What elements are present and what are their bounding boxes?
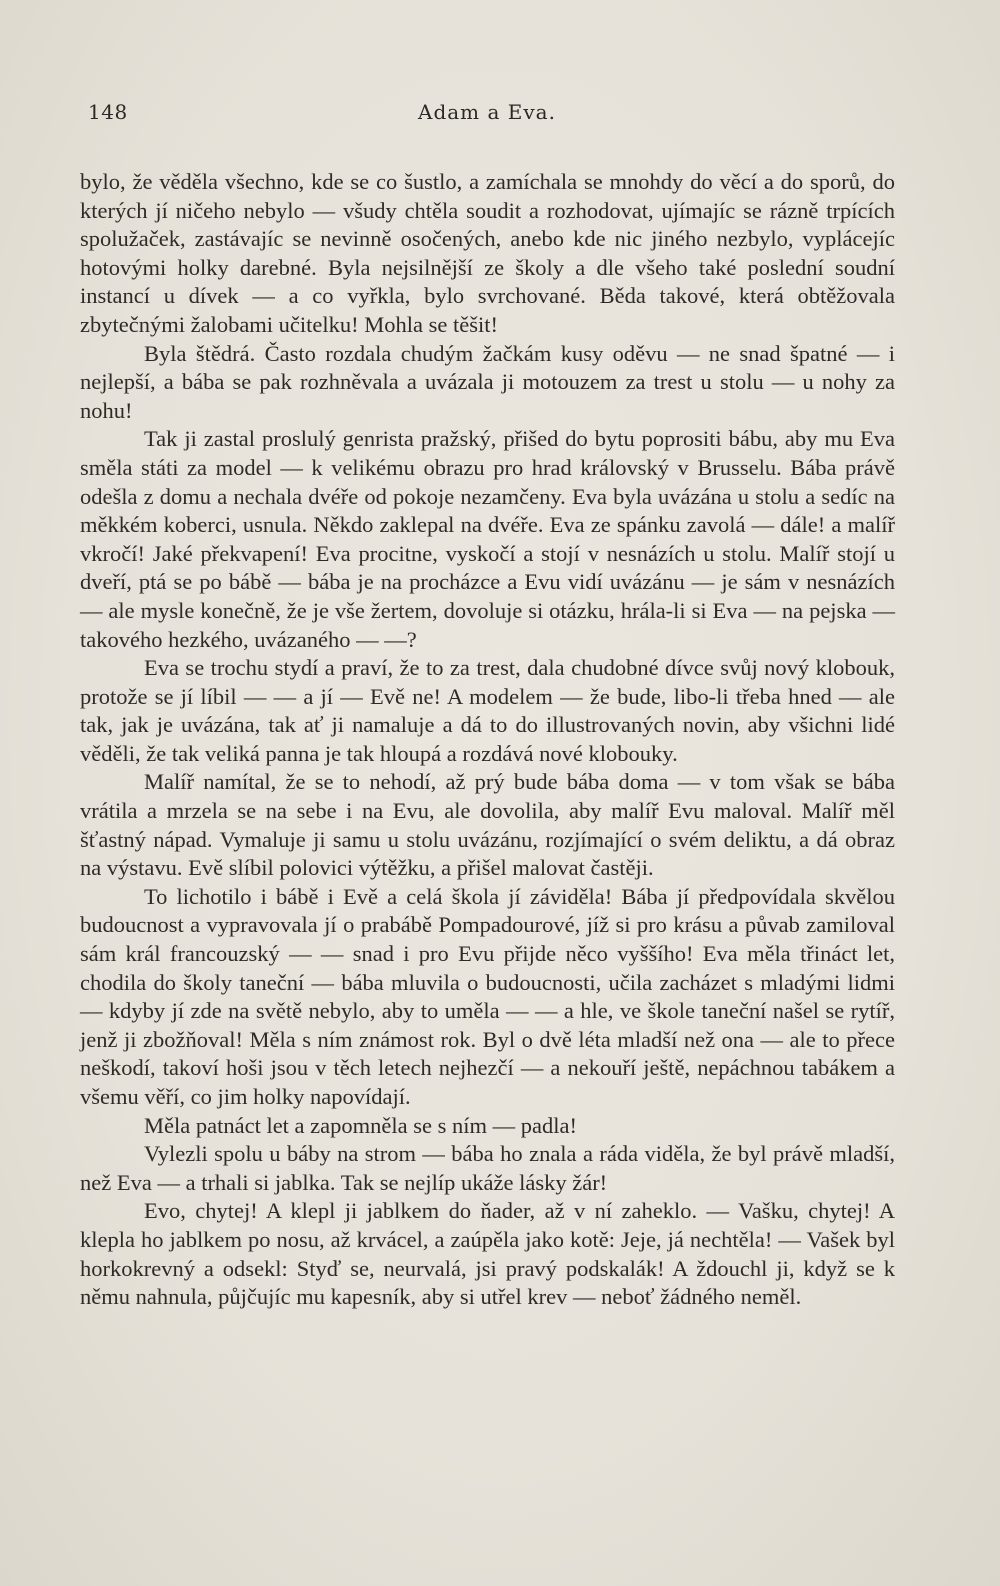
paragraph: Tak ji zastal proslulý genrista pražský, přišed do bytu poprositi bábu, aby mu Eva směla státi za model — k velikému obrazu pro hrad královský v Brusselu. Bába právě odešla z domu a nechala dvéře od pokoje nezamčeny. Eva byla uvázána u stolu a sedíc na měkkém koberci, usnula. Někdo zaklepal na dvéře. Eva ze spánku zavolá — dále! a malíř vkročí! Jaké překvapení! Eva procitne, vyskočí a stojí v nesnázích u stolu. Malíř stojí u dveří, ptá se po bábě — bába je na procházce a Evu vidí uvázánu — je sám v nesnázích — ale mysle konečně, že je vše žertem, dovoluje si otázku, hrála-li si Eva — na pejska — takového hezkého, uvázaného — —?	[80, 426, 895, 652]
paragraph: To lichotilo i bábě i Evě a celá škola jí záviděla! Bába jí předpovídala skvělou budoucnost a vypravovala jí o prabábě Pompadourové, jíž si pro krásu a půvab zamiloval sám král francouzský — — snad i pro Evu přijde něco vyššího! Eva měla třináct let, chodila do školy taneční — bába mluvila o budoucnosti, učila zacházet s mladými lidmi — kdyby jí zde na světě nebylo, aby to uměla — — a hle, ve škole taneční našel se rytíř, jenž ji zbožňoval! Měla s ním známost rok. Byl o dvě léta mladší než ona — ale to přece neškodí, takoví hoši jsou v těch letech nejhezčí — a nekouří ještě, nepáchnou tabákem a všemu věří, co jim holky napovídají.	[80, 883, 895, 1109]
body-text	[80, 168, 895, 1312]
paragraph: Měla patnáct let a zapomněla se s ním — padla!	[144, 1112, 577, 1138]
paragraph: bylo, že věděla všechno, kde se co šustlo, a zamíchala se mnohdy do věcí a do sporů, do kterých jí ničeho nebylo — všudy chtěla soudit a rozhodovat, ujímajíc se rázně trpících spolužaček, zastávajíc se nevinně osočených, anebo kde nic jiného nezbylo, vyplácejíc hotovými holky darebné. Byla nejsilnější ze školy a dle všeho také poslední soudní instancí u dívek — a co vyřkla, bylo svrchované. Běda takové, která obtěžovala zbytečnými žalobami učitelku! Mohla se těšit!	[80, 169, 895, 337]
page-number: 148	[88, 100, 128, 124]
running-head: Adam a Eva.	[418, 100, 556, 124]
paragraph: Vylezli spolu u báby na strom — bába ho znala a ráda viděla, že byl právě mladší, než Eva — a trhali si jablka. Tak se nejlíp ukáže lásky žár!	[80, 1141, 895, 1195]
page-header	[88, 100, 888, 132]
paragraph: Byla štědrá. Často rozdala chudým žačkám kusy oděvu — ne snad špatné — i nejlepší, a bába se pak rozhněvala a uvázala ji motouzem za trest u stolu — u nohy za nohu!	[80, 340, 895, 423]
paragraph: Malíř namítal, že se to nehodí, až prý bude bába doma — v tom však se bába vrátila a mrzela se na sebe i na Evu, ale dovolila, aby malíř Evu maloval. Malíř měl šťastný nápad. Vymaluje ji samu u stolu uvázánu, rozjímající o svém deliktu, a dá obraz na výstavu. Evě slíbil polovici výtěžku, a přišel malovat častěji.	[80, 769, 895, 881]
paragraph: Evo, chytej! A klepl ji jablkem do ňader, až v ní zaheklo. — Vašku, chytej! A klepla ho jablkem po nosu, až krvácel, a zaúpěla jako kotě: Jeje, já nechtěla! — Vašek byl horkokrevný a odsekl: Styď se, neurvalá, jsi pravý podskalák! A ždouchl ji, když se k němu nahnula, půjčujíc mu kapesník, aby si utřel krev — neboť žádného neměl.	[80, 1198, 895, 1310]
paragraph: Eva se trochu stydí a praví, že to za trest, dala chudobné dívce svůj nový klobouk, protože se jí líbil — — a jí — Evě ne! A modelem — že bude, libo-li třeba hned — ale tak, jak je uvázána, tak ať ji namaluje a dá to do illustrovaných novin, aby všichni lidé věděli, že tak veliká panna je tak hloupá a rozdává nové klobouky.	[80, 655, 895, 766]
